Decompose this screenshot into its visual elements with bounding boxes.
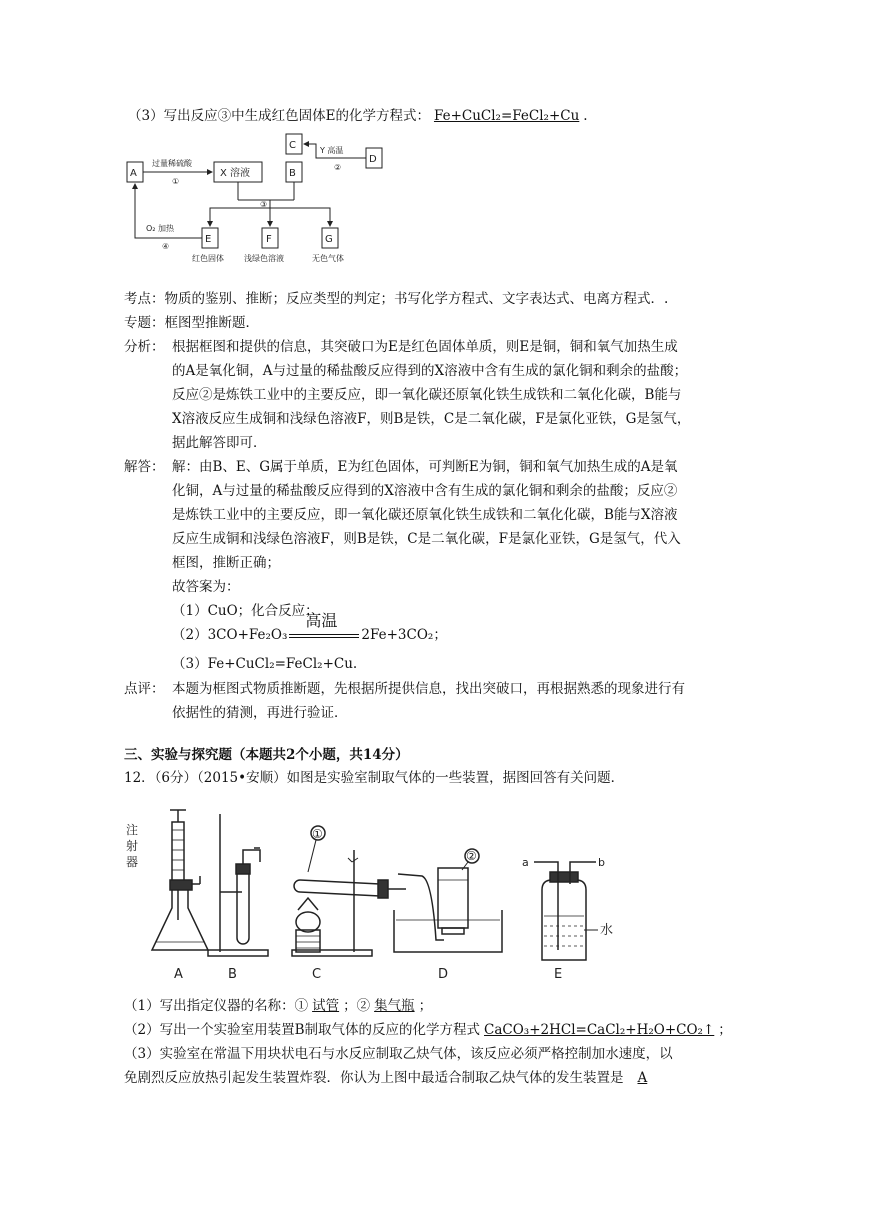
q12-part1 <box>124 996 432 1016</box>
apparatus-figure <box>122 800 642 990</box>
q12-3-prefix: 免剧烈反应放热引起发生装置炸裂．你认为上图中最适合制取乙炔气体的发生装置是 <box>124 1070 624 1086</box>
flow-arrow1-label: 过量稀硫酸 <box>152 159 192 168</box>
jieda-line: 是炼铁工业中的主要反应，即一氧化碳还原氧化铁生成铁和二氧化化碳，B能与X溶液 <box>172 507 678 523</box>
answer-1: （1）CuO；化合反应； <box>172 603 319 619</box>
dianping-label: 点评： <box>124 681 165 697</box>
dianping-line: 依据性的猜测，再进行验证． <box>172 705 348 721</box>
high-temp-condition <box>287 611 361 645</box>
apparatus-label-a: A <box>174 967 183 982</box>
q3-top-prefix: （3）写出反应③中生成红色固体E的化学方程式： <box>128 108 430 124</box>
answer-intro: 故答案为： <box>172 579 240 595</box>
fenxi-line: 据此解答即可． <box>172 435 267 451</box>
q12-1-answer1: 试管 <box>312 998 340 1014</box>
flow-arrow4-label: O₂ 加热 <box>146 224 175 233</box>
flow-g-caption: 无色气体 <box>312 254 344 263</box>
fenxi-line: 根据框图和提供的信息，其突破口为E是红色固体单质，则E是铜，铜和氧气加热生成 <box>172 339 678 355</box>
q12-1-prefix: （1）写出指定仪器的名称：① <box>124 998 309 1014</box>
apparatus-label-c: C <box>312 967 322 982</box>
flow-diagram <box>120 128 400 268</box>
q3-top-line <box>128 106 588 126</box>
mark-1: ① <box>312 827 323 841</box>
answer-2-prefix: （2）3CO+Fe₂O₃ <box>172 627 288 643</box>
flow-f: F <box>266 234 272 245</box>
flow-arrow2-num: ② <box>334 163 342 172</box>
q12-2-prefix: （2）写出一个实验室用装置B制取气体的反应的化学方程式 <box>124 1022 481 1038</box>
q12-1-answer2: 集气瓶 <box>374 998 415 1014</box>
flow-a: A <box>130 168 137 179</box>
e-port-a: a <box>522 856 529 869</box>
apparatus-a <box>152 810 208 950</box>
flow-x: X 溶液 <box>220 168 251 179</box>
fenxi-label: 分析： <box>124 339 165 355</box>
e-port-b: b <box>598 856 605 869</box>
flow-arrow4-num: ④ <box>162 242 170 251</box>
zhuanti <box>124 313 259 333</box>
apparatus-label-d: D <box>438 967 449 982</box>
syringe-label-3: 器 <box>126 855 139 869</box>
condition-label: 高温 <box>305 611 338 630</box>
mark-2: ② <box>466 849 477 863</box>
dianping-line: 本题为框图式物质推断题，先根据所提供信息，找出突破口，再根据熟悉的现象进行有 <box>172 681 685 697</box>
syringe-label-2: 射 <box>126 839 139 853</box>
q12-2-answer: CaCO₃+2HCl=CaCl₂+H₂O+CO₂↑ <box>484 1022 715 1038</box>
apparatus-b <box>208 814 268 956</box>
q12-1-suffix: ； <box>418 998 433 1014</box>
q12-3-line1: （3）实验室在常温下用块状电石与水反应制取乙炔气体，该反应必须严格控制加水速度，以 <box>124 1046 673 1062</box>
flow-d: D <box>369 154 377 165</box>
flow-e: E <box>205 234 212 245</box>
fenxi-line: 反应②是炼铁工业中的主要反应，即一氧化碳还原氧化铁生成铁和二氧化化碳，B能与 <box>172 387 682 403</box>
fenxi-line: X溶液反应生成铜和浅绿色溶液F，则B是铁，C是二氧化碳，F是氯化亚铁，G是氢气， <box>172 411 691 427</box>
zhuanti-text: 框图型推断题． <box>164 315 259 331</box>
section-3-heading: 三、实验与探究题（本题共2个小题，共14分） <box>124 747 409 763</box>
jieda-line: 解：由B、E、G属于单质，E为红色固体，可判断E为铜，铜和氧气加热生成的A是氧 <box>172 459 678 475</box>
q3-top-suffix: . <box>583 108 588 124</box>
q12-2-suffix: ； <box>718 1022 732 1038</box>
q12-part2 <box>124 1020 732 1040</box>
apparatus-c <box>292 826 406 956</box>
jieda-label: 解答： <box>124 459 165 475</box>
flow-arrow1-num: ① <box>172 177 180 186</box>
equals-bar <box>289 634 359 638</box>
jieda-line: 框图，推断正确； <box>172 555 280 571</box>
answer-3: （3）Fe+CuCl₂=FeCl₂+Cu. <box>172 656 358 672</box>
q12-3-answer: A <box>637 1070 648 1086</box>
flow-c: C <box>289 140 296 151</box>
flow-e-caption: 红色固体 <box>192 254 224 263</box>
flow-f-caption: 浅绿色溶液 <box>244 254 284 263</box>
q12-3-line2 <box>124 1068 661 1088</box>
flow-arrow3-num: ③ <box>260 200 268 209</box>
jieda-line: 化铜，A与过量的稀盐酸反应得到的X溶液中含有生成的氯化铜和剩余的盐酸；反应② <box>172 483 678 499</box>
answer-2-suffix: 2Fe+3CO₂； <box>361 627 447 643</box>
apparatus-d <box>394 849 502 952</box>
q3-top-answer: Fe+CuCl₂=FeCl₂+Cu <box>433 108 580 124</box>
flow-g: G <box>325 234 333 245</box>
apparatus-label-e: E <box>554 967 563 982</box>
kaodian-label: 考点： <box>124 291 165 307</box>
question-12: 12．（6分）（2015•安顺）如图是实验室制取气体的一些装置，据图回答有关问题． <box>124 770 625 786</box>
flow-arrow2-label: Y 高温 <box>320 146 344 155</box>
kaodian-text: 物质的鉴别、推断；反应类型的判定；书写化学方程式、文字表达式、电离方程式．. <box>164 291 669 307</box>
kaodian <box>124 289 668 309</box>
syringe-label-1: 注 <box>126 823 139 837</box>
zhuanti-label: 专题： <box>124 315 165 331</box>
apparatus-label-b: B <box>228 967 237 982</box>
flow-b: B <box>289 168 296 179</box>
fenxi-line: 的A是氧化铜，A与过量的稀盐酸反应得到的X溶液中含有生成的氯化铜和剩余的盐酸； <box>172 363 688 379</box>
e-water-label: 水 <box>600 923 614 938</box>
jieda-line: 反应生成铜和浅绿色溶液F，则B是铁，C是二氧化碳，F是氯化亚铁，G是氢气，代入 <box>172 531 681 547</box>
apparatus-e <box>534 862 598 960</box>
q12-1-mid: ；② <box>343 998 371 1014</box>
